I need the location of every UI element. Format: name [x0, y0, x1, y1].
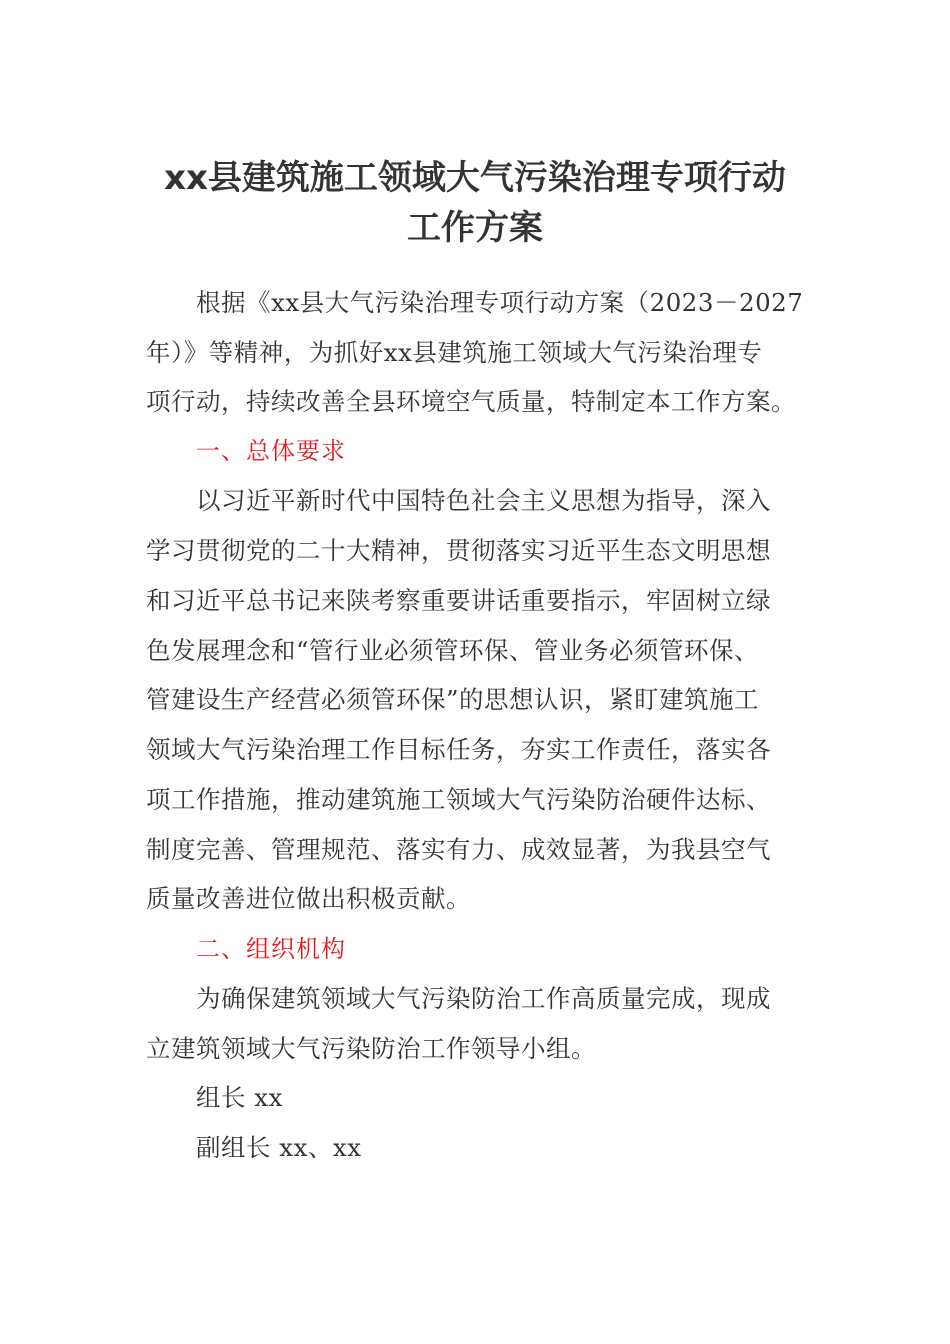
intro-line-3: 项行动，持续改善全县环境空气质量，特制定本工作方案。	[146, 387, 796, 416]
intro-line-2: 年）》等精神，为抓好xx县建筑施工领域大气污染治理专	[146, 338, 763, 367]
section-1-line-8: 制度完善、管理规范、落实有力、成效显著，为我县空气	[146, 835, 771, 864]
document-title-line-1: xx县建筑施工领域大气污染治理专项行动	[164, 158, 786, 198]
intro-line-1: 根据《xx县大气污染治理专项行动方案（2023－2027	[196, 288, 804, 317]
section-1-line-9: 质量改善进位做出积极贡献。	[146, 884, 471, 913]
section-2-line-2: 立建筑领域大气污染防治工作领导小组。	[146, 1034, 596, 1063]
document-title-line-2: 工作方案	[407, 208, 543, 248]
section-1-line-1: 以习近平新时代中国特色社会主义思想为指导，深入	[196, 486, 771, 515]
section-1-line-5: 管建设生产经营必须管环保”的思想认识，紧盯建筑施工	[146, 685, 760, 714]
section-1-heading: 一、总体要求	[196, 437, 346, 465]
deputy-leader-line: 副组长 xx、xx	[196, 1133, 362, 1162]
section-1-line-2: 学习贯彻党的二十大精神，贯彻落实习近平生态文明思想	[146, 536, 771, 565]
section-1-line-7: 项工作措施，推动建筑施工领域大气污染防治硬件达标、	[146, 785, 771, 814]
section-2-line-1: 为确保建筑领域大气污染防治工作高质量完成，现成	[196, 984, 771, 1013]
section-1-line-4: 色发展理念和“管行业必须管环保、管业务必须管环保、	[146, 636, 760, 665]
section-1-line-3: 和习近平总书记来陕考察重要讲话重要指示，牢固树立绿	[146, 586, 771, 615]
section-2-heading: 二、组织机构	[196, 935, 346, 963]
group-leader-line: 组长 xx	[196, 1083, 283, 1112]
section-1-line-6: 领域大气污染治理工作目标任务，夯实工作责任，落实各	[146, 735, 771, 764]
